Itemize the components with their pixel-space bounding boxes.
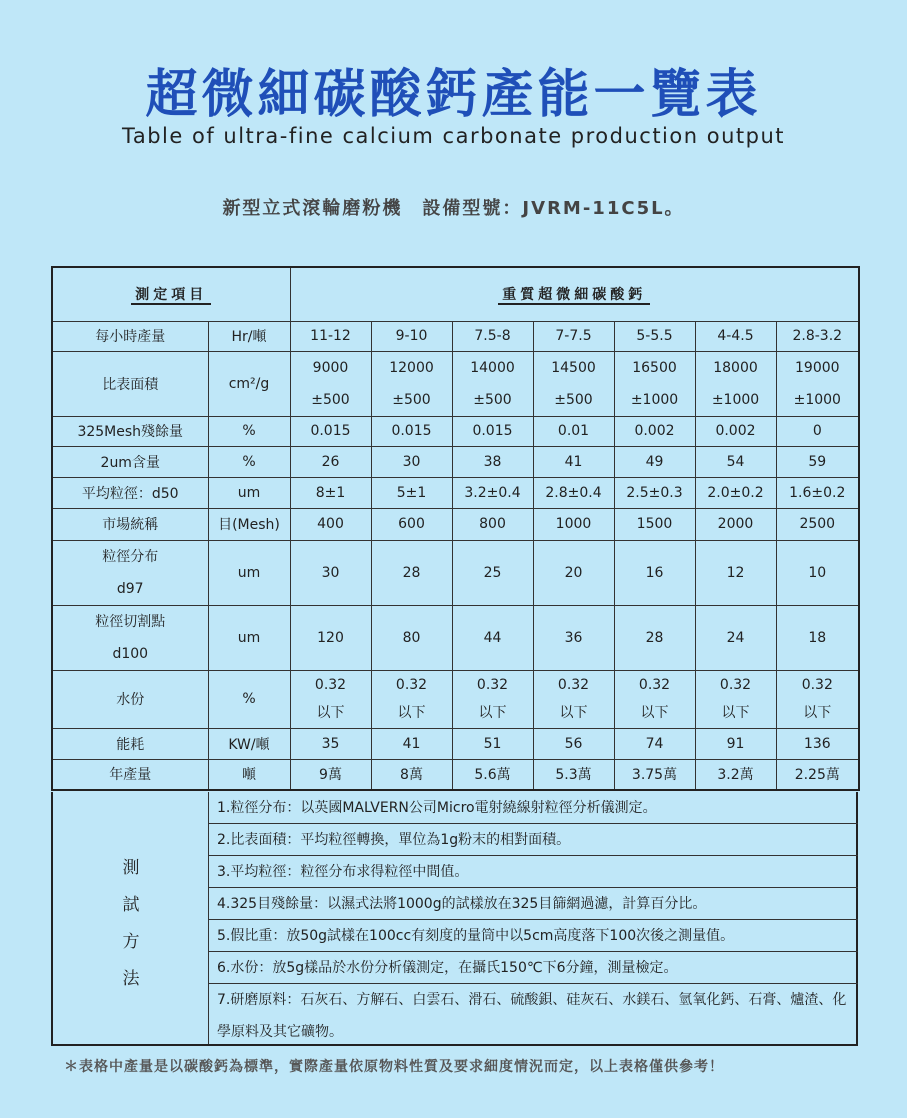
value-cell: 4-4.5 [695,321,776,351]
row-label: 平均粒徑：d50 [52,477,208,508]
row-label: 市場統稱 [52,508,208,540]
value-cell: 2000 [695,508,776,540]
value-cell: 5.3萬 [533,759,614,790]
value-cell: 400 [290,508,371,540]
value-cell: 41 [371,728,452,759]
note-item: 1.粒徑分布：以英國MALVERN公司Micro電射繞線射粒徑分析儀測定。 [209,792,858,824]
test-methods [51,792,858,1046]
row-unit: % [208,416,290,446]
value-cell: 9000 ±500 [290,351,371,416]
value-cell: 3.2±0.4 [452,477,533,508]
value-cell: 120 [290,605,371,670]
value-cell: 12 [695,540,776,605]
table-row [52,416,859,446]
header-product: 重質超微細碳酸鈣 [290,267,859,321]
method-char: 法 [122,969,140,989]
page-title: 超微細碳酸鈣產能一覽表 [145,65,762,125]
value-cell: 24 [695,605,776,670]
method-char: 試 [122,895,140,915]
value-cell: 7-7.5 [533,321,614,351]
value-cell: 0 [776,416,859,446]
row-unit: KW/噸 [208,728,290,759]
value-cell: 0.002 [614,416,695,446]
row-unit: Hr/噸 [208,321,290,351]
value-cell: 26 [290,446,371,477]
value-cell: 30 [290,540,371,605]
note-item: 3.平均粒徑：粒徑分布求得粒徑中間值。 [209,856,858,888]
value-cell: 54 [695,446,776,477]
value-cell: 1500 [614,508,695,540]
value-cell: 51 [452,728,533,759]
value-cell: 9-10 [371,321,452,351]
value-cell: 2500 [776,508,859,540]
table-row [52,605,859,670]
value-cell: 30 [371,446,452,477]
note-item: 4.325目殘餘量：以濕式法將1000g的試樣放在325目篩網過濾，計算百分比。 [209,888,858,920]
row-label: 能耗 [52,728,208,759]
value-cell: 0.32 以下 [776,670,859,728]
value-cell: 41 [533,446,614,477]
value-cell: 2.25萬 [776,759,859,790]
value-cell: 8±1 [290,477,371,508]
row-unit: 噸 [208,759,290,790]
note-item: 5.假比重：放50g試樣在100cc有刻度的量筒中以5cm高度落下100次後之測量值。 [209,920,858,952]
value-cell: 5-5.5 [614,321,695,351]
row-label: 325Mesh殘餘量 [52,416,208,446]
value-cell: 1.6±0.2 [776,477,859,508]
value-cell: 10 [776,540,859,605]
method-label-cell [53,792,209,1044]
row-label: 水份 [52,670,208,728]
row-label: 粒徑切割點 d100 [52,605,208,670]
value-cell: 38 [452,446,533,477]
row-label: 每小時產量 [52,321,208,351]
row-unit: um [208,477,290,508]
row-label: 比表面積 [52,351,208,416]
value-cell: 2.8-3.2 [776,321,859,351]
value-cell: 25 [452,540,533,605]
value-cell: 28 [371,540,452,605]
table-row [52,477,859,508]
value-cell: 16500 ±1000 [614,351,695,416]
value-cell: 2.5±0.3 [614,477,695,508]
value-cell: 56 [533,728,614,759]
row-label: 粒徑分布 d97 [52,540,208,605]
header-items: 測定項目 [52,267,290,321]
row-unit: % [208,670,290,728]
value-cell: 18 [776,605,859,670]
table-row [52,670,859,728]
value-cell: 12000 ±500 [371,351,452,416]
table-row [52,540,859,605]
note-item: 2.比表面積：平均粒徑轉換，單位為1g粉末的相對面積。 [209,824,858,856]
row-unit: cm²/g [208,351,290,416]
value-cell: 9萬 [290,759,371,790]
value-cell: 0.015 [290,416,371,446]
value-cell: 0.32 以下 [290,670,371,728]
footer-note: ＊表格中產量是以碳酸鈣為標準，實際產量依原物料性質及要求細度情況而定，以上表格僅供參考！ [64,1059,724,1075]
value-cell: 11-12 [290,321,371,351]
table-row [52,759,859,790]
row-unit: % [208,446,290,477]
value-cell: 0.015 [371,416,452,446]
note-item: 7.研磨原料：石灰石、方解石、白雲石、滑石、硫酸鋇、硅灰石、水鎂石、氫氧化鈣、石膏、爐渣、化 學原料及其它礦物。 [217,992,847,1040]
row-unit: 目(Mesh) [208,508,290,540]
value-cell: 59 [776,446,859,477]
row-label: 年產量 [52,759,208,790]
value-cell: 91 [695,728,776,759]
value-cell: 0.32 以下 [695,670,776,728]
value-cell: 0.002 [695,416,776,446]
value-cell: 0.32 以下 [452,670,533,728]
table-row [52,351,859,416]
value-cell: 14500 ±500 [533,351,614,416]
value-cell: 14000 ±500 [452,351,533,416]
machine-model: 新型立式滾輪磨粉機 設備型號：JVRM-11C5L。 [222,198,685,219]
note-item: 6.水份：放5g樣品於水份分析儀測定，在攝氏150℃下6分鐘，測量檢定。 [209,952,858,984]
production-table [51,266,860,791]
value-cell: 0.32 以下 [614,670,695,728]
value-cell: 600 [371,508,452,540]
table-row [52,446,859,477]
row-label: 2um含量 [52,446,208,477]
page-subtitle: Table of ultra-fine calcium carbonate production output [122,124,785,148]
value-cell: 36 [533,605,614,670]
value-cell: 2.0±0.2 [695,477,776,508]
row-unit: um [208,540,290,605]
value-cell: 0.015 [452,416,533,446]
value-cell: 18000 ±1000 [695,351,776,416]
value-cell: 19000 ±1000 [776,351,859,416]
value-cell: 44 [452,605,533,670]
method-char: 方 [122,932,140,952]
table-row [52,321,859,351]
value-cell: 5.6萬 [452,759,533,790]
value-cell: 80 [371,605,452,670]
value-cell: 16 [614,540,695,605]
value-cell: 49 [614,446,695,477]
table-row [52,508,859,540]
value-cell: 136 [776,728,859,759]
value-cell: 0.32 以下 [371,670,452,728]
value-cell: 3.75萬 [614,759,695,790]
value-cell: 20 [533,540,614,605]
value-cell: 35 [290,728,371,759]
value-cell: 7.5-8 [452,321,533,351]
value-cell: 3.2萬 [695,759,776,790]
value-cell: 0.01 [533,416,614,446]
value-cell: 2.8±0.4 [533,477,614,508]
value-cell: 800 [452,508,533,540]
value-cell: 28 [614,605,695,670]
value-cell: 0.32 以下 [533,670,614,728]
row-unit: um [208,605,290,670]
table-row [52,728,859,759]
value-cell: 1000 [533,508,614,540]
value-cell: 8萬 [371,759,452,790]
value-cell: 5±1 [371,477,452,508]
method-char: 測 [122,858,140,878]
value-cell: 74 [614,728,695,759]
